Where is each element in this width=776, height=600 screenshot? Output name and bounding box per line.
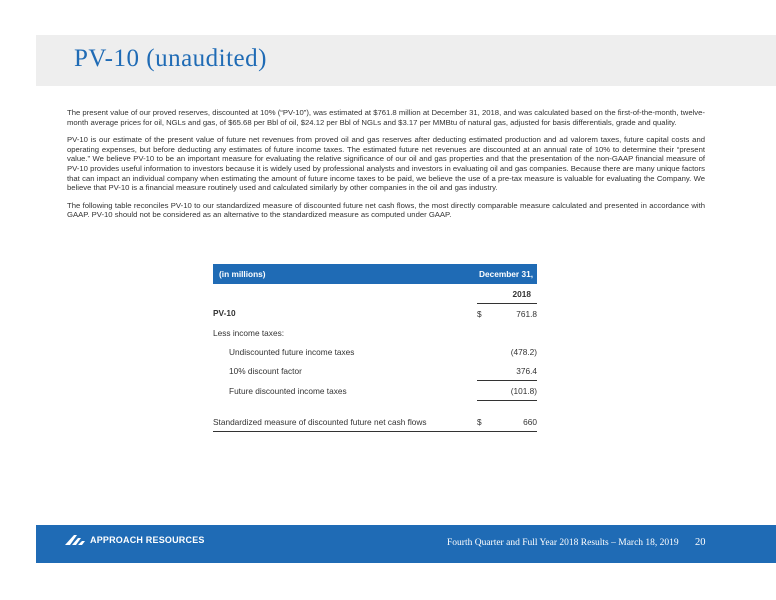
discount-value: 376.4 [489,361,537,381]
paragraph-reserves-value: The present value of our proved reserves, discounted at 10% (“PV-10”), was estimated at $761.8 million at December 31, 2018, and was calculated based on the first-of-the-month, twelve-month average prices for oil, NGLs and gas, of $65.68 per Bbl of oil, $24.12 per Bbl of NGLs and $3.17 per MMBtu of natural gas, adjusted for basis differentials, grade and quality. [67,108,705,127]
table-header-row [213,264,537,284]
header-date: December 31, [477,264,537,284]
logo-text: APPROACH RESOURCES [90,535,205,545]
page-number: 20 [695,537,706,548]
paragraph-pv10-definition: PV-10 is our estimate of the present value of future net revenues from proved oil and gas reserves after deducting estimated production and ad valorem taxes, future capital costs and operating expenses, but before deducting any estimates of future income taxes. The estimated future net revenues are discounted at an annual rate of 10% to determine their “present value.” We believe PV-10 to be an important measure for evaluating the relative significance of our oil and gas properties and that the presentation of the non-GAAP financial measure of PV-10 provides useful information to investors because it is widely used by professional analysts and investors in evaluating oil and gas companies. Because there are many unique factors that can impact an individual company when estimating the amount of future income taxes to be paid, we believe the use of a pre-tax measure is valuable for evaluating the Company. We believe that PV-10 is a financial measure routinely used and calculated similarly by other companies in the oil and gas industry. [67,135,705,193]
pv10-value: 761.8 [516,308,537,319]
table-year-row [213,284,537,304]
standardized-currency: $ [477,413,489,432]
pv10-label: PV-10 [213,308,236,319]
pv10-currency: $ [477,308,482,319]
future-discounted-label: Future discounted income taxes [229,385,347,396]
table-row [213,342,537,361]
table-row [213,361,537,381]
year-label: 2018 [477,284,537,304]
less-taxes-label: Less income taxes: [213,327,285,338]
standardized-value: 660 [489,413,537,432]
approach-logo-icon [65,535,85,545]
body-text [67,108,705,228]
undiscounted-value: (478.2) [510,346,537,357]
company-logo [65,535,205,545]
future-discounted-value: (101.8) [489,381,537,401]
table-row [213,381,537,401]
table-row [213,304,537,324]
paragraph-reconciliation-intro: The following table reconciles PV-10 to our standardized measure of discounted future net cash flows, the most directly comparable measure calculated and presented in accordance with GAAP. PV-10 should not be considered as an alternative to the standardized measure as computed under GAAP. [67,200,705,220]
slide-title: PV-10 (unaudited) [74,45,267,72]
table-row [213,413,537,432]
reconciliation-table [213,264,537,432]
undiscounted-label: Undiscounted future income taxes [229,346,355,357]
header-units: (in millions) [213,264,477,284]
table-row [213,323,537,342]
discount-label: 10% discount factor [229,365,302,376]
standardized-label: Standardized measure of discounted future net cash flows [213,413,477,432]
footer-caption: Fourth Quarter and Full Year 2018 Results – March 18, 2019 [447,538,679,548]
